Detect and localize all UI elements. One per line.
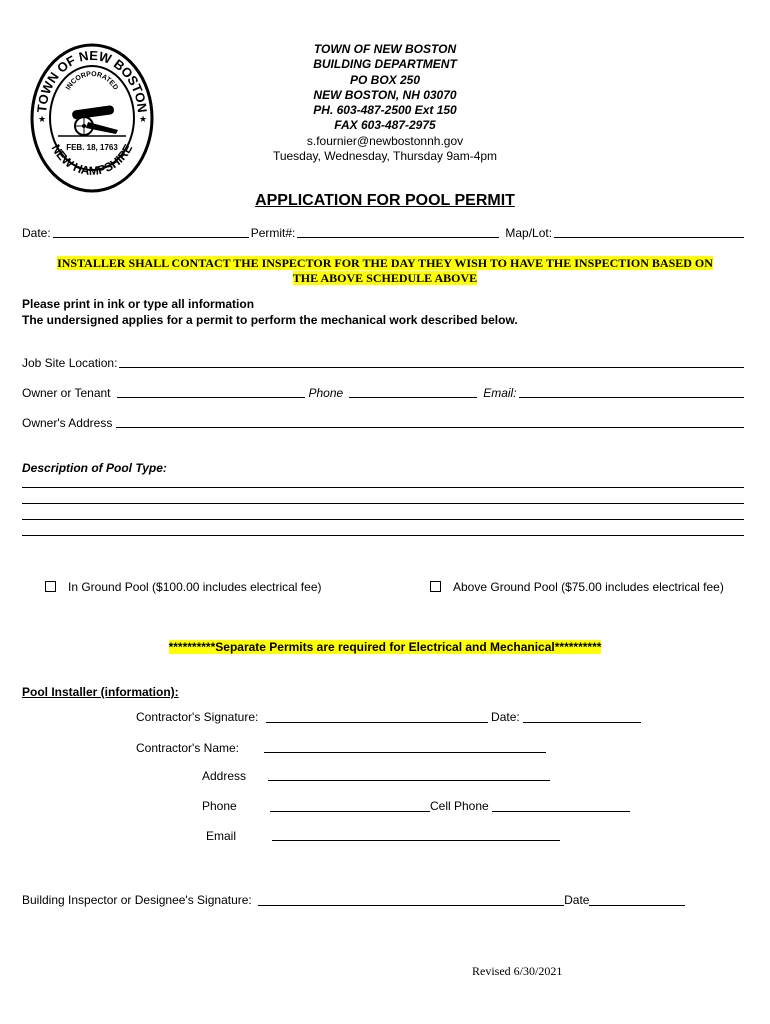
header-department: BUILDING DEPARTMENT: [313, 57, 457, 72]
installer-phone-row: [270, 799, 630, 813]
inspection-notice: [30, 256, 740, 286]
permit-label: Permit#:: [250, 226, 296, 240]
notice-line-2: THE ABOVE SCHEDULE ABOVE: [292, 271, 478, 285]
description-line-3[interactable]: [22, 519, 744, 520]
seal-star-right-icon: ★: [139, 115, 148, 125]
date-field[interactable]: [53, 226, 249, 238]
owner-email-label: Email:: [483, 386, 517, 400]
inspector-signature-label: Building Inspector or Designee's Signature:: [22, 893, 252, 907]
installer-heading: Pool Installer (information):: [22, 685, 179, 699]
description-label: Description of Pool Type:: [22, 461, 167, 475]
above-ground-label: Above Ground Pool ($75.00 includes electrical fee): [453, 580, 724, 594]
owner-label: Owner or Tenant: [22, 386, 111, 400]
owner-address-label: Owner's Address: [22, 416, 113, 430]
owner-email-field[interactable]: [519, 386, 744, 398]
seal-inner-text: INCORPORATED: [64, 70, 120, 92]
installer-cell-label: Cell Phone: [430, 799, 489, 813]
job-site-field[interactable]: [119, 356, 744, 368]
owner-phone-field[interactable]: [349, 386, 477, 398]
contractor-name-label: Contractor's Name:: [136, 741, 239, 755]
seal-top-text: TOWN OF NEW BOSTON: [34, 47, 151, 114]
seal-date-text: FEB. 18, 1763: [66, 143, 118, 152]
installer-phone-field[interactable]: [270, 800, 430, 812]
maplot-field[interactable]: [554, 226, 744, 238]
above-ground-checkbox[interactable]: [430, 581, 441, 592]
inspector-date-field[interactable]: [589, 894, 685, 906]
inspector-date-label: Date: [564, 893, 590, 907]
description-line-2[interactable]: [22, 503, 744, 504]
in-ground-option[interactable]: [45, 580, 321, 594]
header-po-box: PO BOX 250: [349, 72, 421, 87]
description-line-1[interactable]: [22, 487, 744, 488]
contractor-signature-row: [136, 710, 641, 724]
header-town: TOWN OF NEW BOSTON: [313, 42, 457, 56]
installer-address-field[interactable]: [268, 769, 550, 781]
top-fields-row: [22, 226, 746, 240]
installer-address-label: Address: [202, 769, 247, 783]
contractor-signature-label: Contractor's Signature:: [136, 710, 259, 724]
maplot-label: Map/Lot:: [505, 226, 553, 240]
instructions-line-1: Please print in ink or type all information: [22, 297, 255, 311]
contractor-signature-field[interactable]: [266, 711, 488, 723]
installer-email-field[interactable]: [272, 829, 560, 841]
separate-permits-text: **********Separate Permits are required for Electrical and Mechanical**********: [168, 640, 602, 654]
in-ground-checkbox[interactable]: [45, 581, 56, 592]
contractor-date-label: Date:: [491, 710, 520, 724]
job-site-row: [22, 356, 746, 370]
installer-email-label: Email: [206, 829, 237, 843]
department-header: [200, 42, 570, 164]
svg-text:INCORPORATED: [65, 71, 119, 92]
owner-phone-label: Phone: [308, 386, 344, 400]
instructions-line-2: The undersigned applies for a permit to perform the mechanical work described below.: [22, 313, 518, 327]
permit-field[interactable]: [297, 226, 499, 238]
notice-line-1: INSTALLER SHALL CONTACT THE INSPECTOR FOR THE DAY THEY WISH TO HAVE THE INSPECTION BASED ON: [57, 256, 713, 270]
header-city-state: NEW BOSTON, NH 03070: [313, 87, 457, 102]
date-label: Date:: [22, 226, 51, 240]
seal-star-left-icon: ★: [38, 115, 47, 125]
owner-field[interactable]: [117, 386, 305, 398]
owner-row: [22, 386, 746, 400]
above-ground-option[interactable]: [430, 580, 724, 594]
revised-date: Revised 6/30/2021: [472, 964, 563, 978]
header-fax: FAX 603-487-2975: [334, 118, 436, 133]
header-hours: Tuesday, Wednesday, Thursday 9am-4pm: [272, 149, 498, 164]
cannon-icon: [58, 105, 126, 136]
contractor-name-field[interactable]: [264, 741, 546, 753]
in-ground-label: In Ground Pool ($100.00 includes electrical fee): [68, 580, 322, 594]
separate-permits-notice: [0, 640, 770, 654]
contractor-name-row: [136, 741, 239, 755]
header-phone: PH. 603-487-2500 Ext 150: [313, 103, 457, 118]
job-site-label: Job Site Location:: [22, 356, 118, 370]
inspector-signature-field[interactable]: [258, 894, 564, 906]
installer-phone-label: Phone: [202, 799, 237, 813]
town-seal-logo: [26, 38, 156, 198]
contractor-date-field[interactable]: [523, 711, 641, 723]
header-email: s.fournier@newbostonnh.gov: [306, 133, 464, 148]
owner-address-row: [22, 416, 746, 430]
description-line-4[interactable]: [22, 535, 744, 536]
owner-address-field[interactable]: [116, 416, 744, 428]
seal-bottom-text: NEW HAMPSHIRE: [48, 141, 136, 179]
form-title: APPLICATION FOR POOL PERMIT: [255, 192, 515, 209]
installer-cell-field[interactable]: [492, 800, 630, 812]
inspector-row: [22, 893, 685, 907]
